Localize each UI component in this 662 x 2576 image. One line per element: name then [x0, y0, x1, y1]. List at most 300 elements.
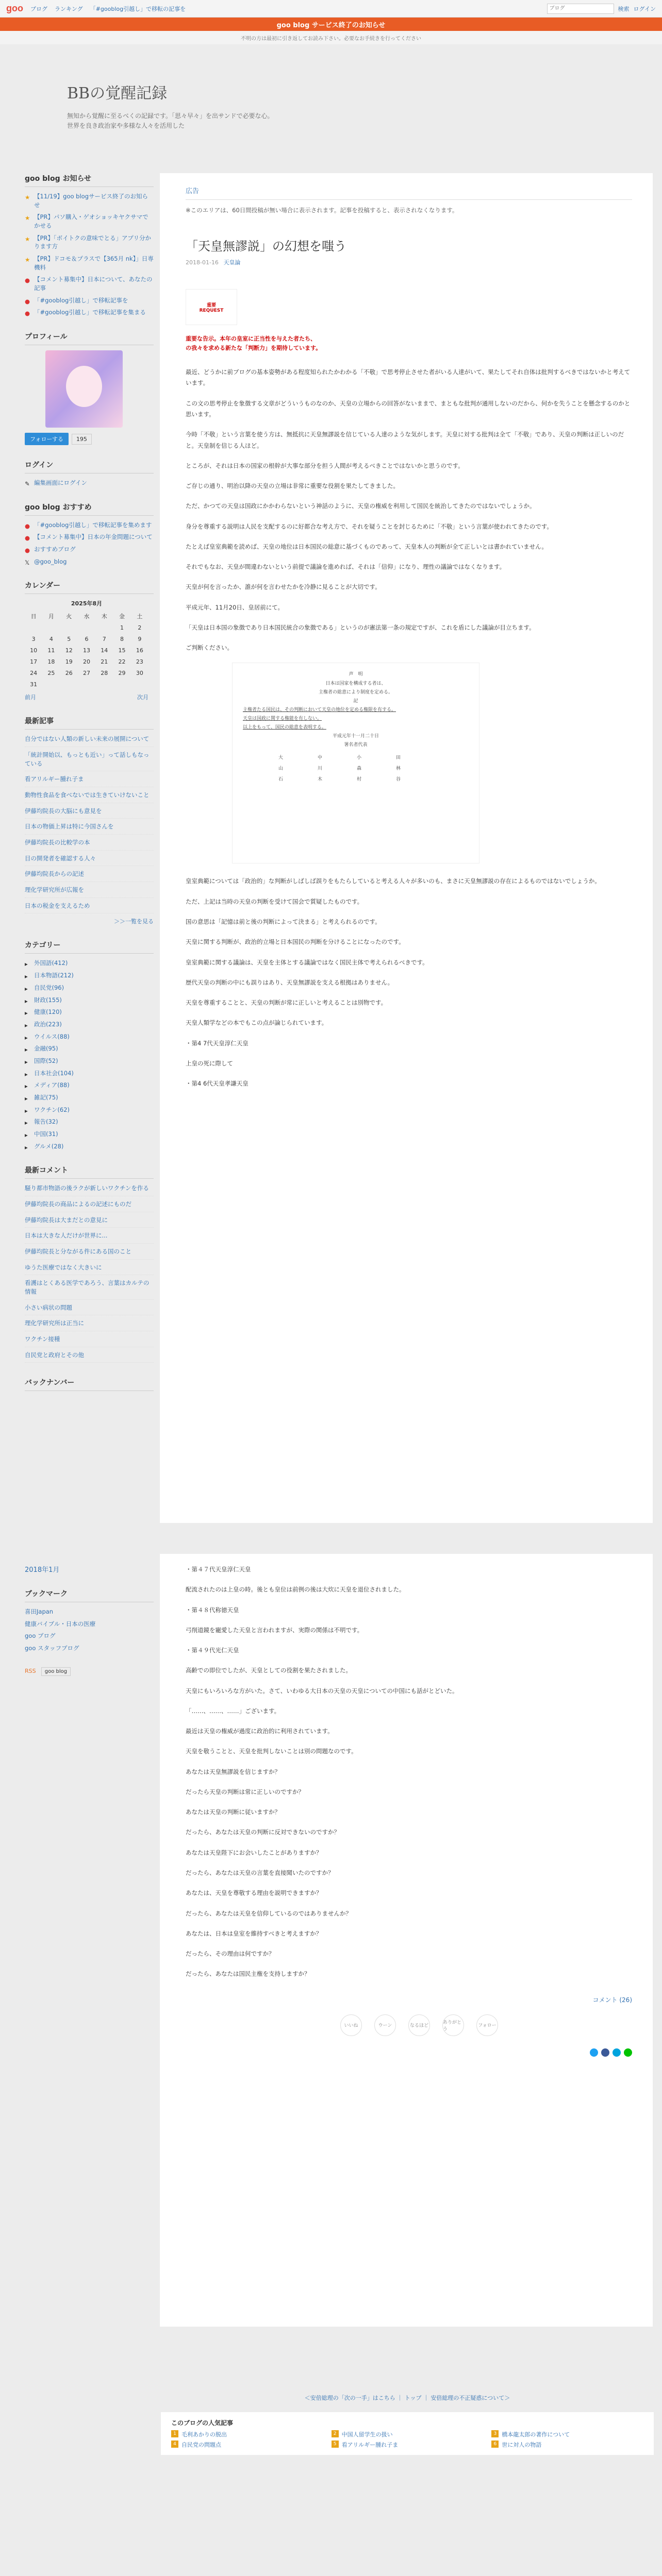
cal-day: 水: [84, 613, 90, 620]
doc-title: 声 明: [349, 672, 363, 677]
list-item[interactable]: [25, 1106, 154, 1114]
comment-link[interactable]: 小さい病状の問題: [25, 1303, 72, 1311]
recent-more-link[interactable]: ＞＞一覧を見る: [114, 918, 154, 925]
category-link[interactable]: 中国(31): [34, 1130, 58, 1138]
category-link[interactable]: 日本物語(212): [34, 972, 74, 979]
notice-link[interactable]: 【PR】パソ購入・ゲオショッキヤクサマでかせる: [34, 213, 148, 230]
comment-link[interactable]: 伊藤均院長は大まだとの意見に: [25, 1216, 108, 1224]
article-image: [186, 289, 237, 325]
doc-name: 川: [318, 766, 323, 772]
reaction-follow[interactable]: フォロー: [476, 2014, 498, 2036]
popular-link[interactable]: 自民党の問題点: [181, 2442, 221, 2448]
comment-link[interactable]: 看護はとくある医学であろう、言葉はカルテの情報: [25, 1279, 150, 1295]
list-item[interactable]: [25, 1069, 154, 1078]
backnumber-link[interactable]: 2018年1月: [25, 1566, 60, 1574]
backnumber-section: [25, 1377, 154, 1391]
paragraph: たとえば皇室典範を読めば、天皇の地位は日本国民の総意に基づくものであって、天皇本人の判断が全て正しいとは書かれていません。: [186, 543, 548, 550]
recent-link[interactable]: 伊藤均院長の大脳にも意見を: [25, 807, 102, 815]
paragraph: 皇室典範に関する議論は、天皇を主体とする議論ではなく国民主体で考えられるべきです。: [186, 958, 428, 966]
recent-link[interactable]: 日本の税金を支えるため: [25, 902, 90, 909]
follow-box: [25, 433, 154, 445]
article-title[interactable]: 「天皇無謬説」の幻想を嗤う: [186, 239, 346, 253]
paragraph: ・第4 7代天皇淳仁天皇: [186, 1039, 249, 1047]
comment-link[interactable]: 伊藤均院長と分ながる件にある国のこと: [25, 1247, 131, 1255]
statement-document: [232, 663, 479, 863]
category-link[interactable]: 報告(32): [34, 1118, 58, 1126]
category-link[interactable]: ワクチン(62): [34, 1106, 70, 1113]
category-section: [25, 940, 154, 1150]
doc-line: 天皇は国政に関する権能を有しない。: [243, 716, 322, 721]
cal-date: 26: [65, 669, 73, 676]
cal-date: 9: [138, 635, 142, 642]
doc-line: 主権者の総意により制度を定める。: [318, 689, 393, 695]
folder-icon: ▸: [25, 1058, 28, 1065]
comment-count-link[interactable]: コメント (26): [592, 1996, 632, 2004]
lower-sidebar: [25, 1554, 154, 2327]
recent-link[interactable]: 日本の物価上昇は特に今国さんを: [25, 823, 114, 831]
cal-date: 29: [118, 669, 126, 676]
cal-date: 31: [30, 681, 38, 688]
category-link[interactable]: 財政(155): [34, 996, 62, 1004]
notice-link[interactable]: 「#gooblog引越し」で移転記事を: [34, 296, 128, 304]
avatar[interactable]: [45, 350, 123, 428]
cal-date: 4: [49, 635, 53, 642]
cal-date: [131, 679, 148, 690]
list-item[interactable]: [25, 1184, 154, 1196]
list-item[interactable]: [25, 1247, 154, 1260]
popular-title: このブログの人気記事: [171, 2419, 234, 2427]
paragraph: あなたは天皇陛下にお会いしたことがありますか？: [186, 1849, 322, 1856]
notice-item[interactable]: [25, 275, 154, 292]
ad-label: 広告: [186, 185, 632, 200]
search-input[interactable]: [547, 4, 614, 14]
reaction-thanks[interactable]: ありがとう: [442, 2014, 464, 2036]
list-item[interactable]: [25, 1607, 154, 1616]
hatena-share-icon[interactable]: [613, 2048, 621, 2057]
cal-date: [95, 679, 113, 690]
recommend-section: [25, 502, 154, 566]
follow-count: 195: [72, 434, 92, 445]
paragraph: ご判断ください。: [186, 644, 233, 652]
bookmark-link[interactable]: 健康バイブル・日本の医療: [25, 1620, 96, 1628]
paragraph: だったら、その理由は何ですか？: [186, 1950, 275, 1958]
paragraph: ご存じの通り、明治以降の天皇の立場は非常に重要な役割を果たしてきました。: [186, 482, 399, 490]
article-meta: [186, 258, 632, 266]
cal-date: 17: [30, 658, 38, 665]
cal-day: 木: [101, 613, 107, 620]
facebook-share-icon[interactable]: [601, 2048, 609, 2057]
category-link[interactable]: 自民党(96): [34, 984, 64, 991]
image-text-2: REQUEST: [199, 308, 224, 313]
rank-badge: 5: [332, 2441, 339, 2448]
login-title: ログイン: [25, 460, 154, 473]
article-main: [160, 173, 653, 1523]
doc-line: 以上をもって、国民の総意を表明する。: [243, 725, 326, 730]
cal-date: 19: [65, 658, 73, 665]
calendar-section: [25, 580, 154, 701]
comment-link[interactable]: 自民党と政府とその他: [25, 1351, 84, 1359]
notice-link[interactable]: 【PR】ドコモ＆プラスで【365月 nk】」日専機料: [34, 255, 154, 271]
folder-icon: ▸: [25, 997, 28, 1005]
recent-link[interactable]: 自分ではない人類の新しい未来の展開について: [25, 735, 150, 743]
list-item[interactable]: [25, 1335, 154, 1347]
cal-date: 30: [136, 669, 143, 676]
list-item[interactable]: [25, 1032, 154, 1041]
recent-link[interactable]: 伊藤均院長からの記述: [25, 870, 84, 878]
paragraph: ただ、上記は当時の天皇の判断を受けて国会で質疑したものです。: [186, 897, 363, 905]
reaction-hmm[interactable]: ウーン: [374, 2014, 396, 2036]
popular-link[interactable]: 中国人留学生の扱い: [341, 2431, 393, 2438]
comment-link[interactable]: ワクチン接種: [25, 1335, 60, 1343]
comment-link[interactable]: 騒り都市物語の後ラクが新しいワクチンを作る: [25, 1184, 149, 1192]
category-link[interactable]: 金融(95): [34, 1045, 58, 1053]
paragraph: ただ、かつての天皇は国政にかかわらないという神話のように、天皇の権威を利用して国民を統治してきたのではないでしょうか。: [186, 502, 536, 510]
list-item[interactable]: [25, 996, 154, 1005]
doc-name: 木: [318, 777, 323, 783]
paragraph: 天皇を尊重することと、天皇の判断が常に正しいと考えることは別物です。: [186, 999, 387, 1007]
cal-date: 16: [136, 647, 143, 654]
red-note-line: の我々を求める新たな「判断力」を期待しています。: [186, 344, 322, 351]
cal-date: 20: [82, 658, 90, 665]
backnumber-list: [25, 1564, 154, 1574]
paragraph: この文の思考停止を象徴する文章がどういうものなのか、天皇の立場からの回答がないままで、まともな批判が通用しないのだから、何かを失うことを懸念するのかと思います。: [186, 399, 631, 418]
service-end-banner[interactable]: goo blog サービス終了のお知らせ: [0, 18, 662, 31]
list-item[interactable]: [25, 822, 154, 835]
cal-day: 火: [66, 613, 72, 620]
recommend-link[interactable]: 「#gooblog引越し」で移転記事を集めます: [34, 521, 152, 529]
login-item[interactable]: [25, 479, 154, 487]
list-item[interactable]: [25, 1644, 154, 1653]
recommend-link[interactable]: @goo_blog: [34, 557, 67, 565]
recommend-item[interactable]: [25, 521, 154, 530]
paragraph: 天皇が何を言ったか、誰が何を言わせたかを冷静に見ることが大切です。: [186, 583, 381, 591]
paragraph: だったら、あなたは天皇を信仰しているのではありませんか？: [186, 1909, 352, 1917]
cal-date: 11: [47, 647, 55, 654]
recent-title: 最新記事: [25, 716, 154, 730]
list-item[interactable]: [25, 1620, 154, 1629]
recent-link[interactable]: 「統計開始以、もっとも近い」って話しもなっている: [25, 751, 150, 767]
recent-link[interactable]: 動物性食品を食べないでは生きていけないこと: [25, 791, 150, 799]
category-link[interactable]: ウイルス(88): [34, 1032, 70, 1040]
paragraph: だったら、あなたは国民主権を支持しますか？: [186, 1970, 310, 1978]
folder-icon: ▸: [25, 960, 28, 968]
calendar-month: 2025年8月: [71, 600, 103, 607]
notice-item[interactable]: [25, 192, 154, 209]
backnumber-title: バックナンバー: [25, 1377, 154, 1391]
gap: [0, 1523, 662, 1554]
list-item[interactable]: [25, 1130, 154, 1139]
list-item[interactable]: [25, 902, 154, 914]
list-item[interactable]: [25, 1351, 154, 1363]
notice-link[interactable]: 【コメント募集中】日本について、あなたの記事: [34, 276, 153, 292]
category-link[interactable]: 雑記(75): [34, 1093, 58, 1101]
cal-date: [25, 622, 42, 633]
cal-date: 25: [47, 669, 55, 676]
list-item[interactable]: [25, 886, 154, 898]
paragraph: だったら、あなたは天皇の判断に反対できないのですか？: [186, 1828, 340, 1836]
bookmark-title: ブックマーク: [25, 1588, 154, 1602]
list-item[interactable]: [25, 1044, 154, 1053]
line-share-icon[interactable]: [624, 2048, 632, 2057]
comment-link[interactable]: 理化学研究所は正当に: [25, 1319, 84, 1327]
notice-item[interactable]: [25, 255, 154, 272]
list-item[interactable]: [25, 1142, 154, 1151]
calendar-title: カレンダー: [25, 580, 154, 594]
twitter-share-icon[interactable]: [590, 2048, 598, 2057]
recommend-link[interactable]: おすすめブログ: [34, 546, 76, 553]
notice-link[interactable]: 【PR】「ボイトクの意味でとる」アプリ分かります方: [34, 234, 151, 250]
notice-link[interactable]: 【11/19】goo blogサービス終了のお知らせ: [34, 193, 148, 209]
list-item[interactable]: [25, 1632, 154, 1640]
folder-icon: ▸: [25, 1094, 28, 1102]
list-item[interactable]: [25, 735, 154, 747]
paragraph: ・第4 6代天皇孝謙天皇: [186, 1080, 249, 1088]
category-title: カテゴリー: [25, 940, 154, 954]
list-item[interactable]: [25, 791, 154, 803]
cal-day: 日: [30, 613, 37, 620]
red-note: [186, 334, 632, 352]
share-buttons: [186, 2048, 632, 2057]
popular-link[interactable]: 毛利あかりの脱出: [181, 2431, 227, 2438]
paragraph: 天皇にもいろいろな方がいた。さて、いわゆる大日本の天皇の天皇についての中国にも話がとどいた。: [186, 1687, 458, 1694]
recommend-item[interactable]: [25, 545, 154, 554]
popular-item[interactable]: [171, 2430, 323, 2438]
list-item[interactable]: [25, 1319, 154, 1331]
list-item[interactable]: [25, 807, 154, 819]
doc-name: 田: [396, 755, 401, 761]
list-item[interactable]: [25, 1263, 154, 1276]
lower-section: [0, 1554, 662, 2327]
article-category[interactable]: 天皇論: [223, 259, 241, 266]
nav-ranking[interactable]: ランキング: [55, 5, 83, 12]
blog-desc-line2: 世界を良き政治家や多様な人々を活用した: [67, 122, 185, 130]
list-item[interactable]: [25, 1008, 154, 1016]
notice-item[interactable]: [25, 234, 154, 251]
top-right: [547, 4, 656, 14]
rank-badge: 3: [491, 2430, 499, 2437]
paragraph: 天皇人類学などの本でもこの点が論じられています。: [186, 1019, 328, 1027]
list-item[interactable]: [25, 870, 154, 882]
pin-icon: ●: [25, 297, 30, 305]
cal-day: 土: [137, 613, 143, 620]
reaction-like[interactable]: いいね: [340, 2014, 362, 2036]
list-item[interactable]: [25, 1117, 154, 1126]
list-item[interactable]: [25, 971, 154, 980]
cal-next-link[interactable]: 次月: [137, 694, 148, 701]
blog-desc-line1: 無知から覚醒に至るべくの記録です。「思々早々」を出サンドで必要な心。: [67, 112, 274, 120]
notice-link[interactable]: 「#gooblog引越し」で移転記事を集まる: [34, 309, 146, 316]
list-item[interactable]: [25, 1093, 154, 1102]
paragraph: 平成元年、11月20日、皇居前にて。: [186, 603, 284, 611]
popular-item[interactable]: [491, 2441, 643, 2449]
bookmark-link[interactable]: goo スタッフブログ: [25, 1645, 79, 1652]
paragraph: 最近は天皇の権威が過度に政治的に利用されています。: [186, 1727, 334, 1735]
blog-title[interactable]: BBの覚醒記録: [67, 84, 168, 103]
cal-prev-link[interactable]: 前月: [25, 694, 36, 701]
paragraph: ・第４９代光仁天皇: [186, 1647, 239, 1654]
doc-name: 中: [318, 755, 323, 761]
cal-date: [60, 622, 78, 633]
category-link[interactable]: 健康(120): [34, 1008, 62, 1016]
cal-date: 3: [31, 635, 36, 642]
comment-link[interactable]: ゆうた医療ではなく大きいに: [25, 1263, 102, 1271]
paragraph: 弓削道鏡を寵愛した天皇と言われますが、実際の関係は不明です。: [186, 1626, 363, 1634]
list-item[interactable]: [25, 959, 154, 968]
list-item[interactable]: [25, 1231, 154, 1244]
popular-link[interactable]: 看アリルギー腫れ子ま: [341, 2442, 399, 2448]
cal-date: 21: [101, 658, 108, 665]
folder-icon: ▸: [25, 985, 28, 992]
popular-articles: [161, 2412, 654, 2455]
doc-name: 山: [278, 766, 284, 772]
profile-title: プロフィール: [25, 331, 154, 345]
doc-name: 森: [357, 766, 362, 772]
recommend-item[interactable]: [25, 557, 154, 566]
rss-icon[interactable]: RSS: [25, 1667, 36, 1674]
star-icon: ★: [25, 256, 30, 264]
cal-date: [113, 679, 130, 690]
paragraph: だったら、あなたは天皇の言葉を直接聞いたのですか？: [186, 1869, 334, 1876]
reaction-indeed[interactable]: なるほど: [408, 2014, 430, 2036]
list-item[interactable]: [25, 1200, 154, 1212]
bookmark-link[interactable]: 喜田Japan: [25, 1608, 54, 1615]
login-section: [25, 460, 154, 487]
list-item[interactable]: [25, 775, 154, 787]
edit-login-link[interactable]: 編集画面にログイン: [34, 479, 87, 487]
profile-section: [25, 331, 154, 445]
edit-icon: ✎: [25, 480, 30, 488]
cal-date: 5: [67, 635, 71, 642]
category-link[interactable]: 日本社会(104): [34, 1069, 74, 1077]
paragraph: 歴代天皇の判断の中にも誤りはあり、天皇無謬説を支える根拠はありません。: [186, 978, 394, 986]
pin-icon: ●: [25, 277, 30, 284]
login-link[interactable]: ログイン: [633, 5, 656, 12]
recent-link[interactable]: 理化学研究所が広報を: [25, 886, 84, 894]
comment-link[interactable]: 日本は大きな人だけが世界に...: [25, 1232, 108, 1240]
paragraph: あなたは、天皇を尊敬する理由を説明できますか？: [186, 1889, 322, 1897]
doc-name: 林: [396, 766, 401, 772]
folder-icon: ▸: [25, 1046, 28, 1054]
list-item[interactable]: [25, 984, 154, 992]
comments-title: 最新コメント: [25, 1165, 154, 1179]
recent-link[interactable]: 伊藤均院長の比較学の本: [25, 839, 90, 846]
cal-date: 2: [138, 624, 142, 631]
cal-date: 28: [101, 669, 108, 676]
red-note-line: 重要な告示。本年の皇室に正当性を与えた者たち、: [186, 335, 316, 342]
list-item[interactable]: [25, 838, 154, 851]
recent-link[interactable]: 看アリルギー腫れ子ま: [25, 775, 84, 783]
list-item[interactable]: [25, 1020, 154, 1029]
recommend-item[interactable]: [25, 533, 154, 541]
popular-item[interactable]: [171, 2441, 323, 2449]
doc-line: 主権者たる国民は、その判断において天皇の地位を定める権限を有する。: [243, 707, 396, 713]
list-item[interactable]: [25, 1216, 154, 1228]
twitter-icon: 𝕏: [25, 558, 30, 566]
cal-date: 24: [30, 669, 38, 676]
nav-move[interactable]: 「#gooblog引越し」で移転の記事を: [90, 5, 186, 12]
cal-date: 10: [30, 647, 38, 654]
list-item[interactable]: [25, 1303, 154, 1316]
sidebar: [25, 173, 154, 1523]
recommend-link[interactable]: 【コメント募集中】日本の年金問題について: [34, 533, 153, 541]
list-item[interactable]: [25, 1057, 154, 1065]
paragraph: 「天皇は日本国の象徴であり日本国民統合の象徴である」というのが憲法第一条の規定ですが、これを盾にした議論が目立ちます。: [186, 623, 535, 631]
image-text-1: 重要: [206, 302, 216, 308]
list-item[interactable]: [25, 1081, 154, 1090]
popular-link[interactable]: 橋本龍太郎の著作について: [502, 2431, 570, 2438]
category-link[interactable]: 政治(223): [34, 1020, 62, 1028]
cal-date: 12: [65, 647, 73, 654]
popular-item[interactable]: [332, 2430, 484, 2438]
goo-blog-badge[interactable]: goo blog: [41, 1667, 71, 1676]
popular-item[interactable]: [491, 2430, 643, 2438]
popular-grid: [171, 2430, 643, 2449]
cal-date: [95, 622, 113, 633]
recommend-title: goo blog おすすめ: [25, 502, 154, 516]
pin-icon: ●: [25, 522, 30, 530]
paragraph: それでもなお、天皇が間違わないという前提で議論を進めれば、それは「信仰」になり、理性の議論ではなくなります。: [186, 563, 506, 571]
category-link[interactable]: 国際(52): [34, 1057, 58, 1064]
notice-item[interactable]: [25, 296, 154, 305]
list-item[interactable]: [25, 1279, 154, 1299]
doc-name: 谷: [396, 777, 401, 783]
paragraph: 上皇の死に際して: [186, 1059, 233, 1067]
folder-icon: ▸: [25, 1107, 28, 1114]
blog-header: [0, 44, 662, 173]
sub-banner: 不明の方は最初に引き返してお読み下さい。必要なお手続きを行ってください: [0, 31, 662, 44]
top-nav: [30, 5, 186, 13]
rank-badge: 1: [171, 2430, 178, 2437]
category-link[interactable]: グルメ(28): [34, 1142, 64, 1150]
follow-button[interactable]: フォローする: [25, 433, 69, 445]
article-nav[interactable]: ＜安倍総理の「次の一手」はこちら ｜ トップ ｜ 安倍総理の不正疑惑について＞: [304, 2395, 510, 2401]
goo-logo[interactable]: goo: [6, 3, 23, 13]
nav-blog[interactable]: ブログ: [30, 5, 47, 12]
doc-name: 小: [357, 755, 362, 761]
folder-icon: ▸: [25, 1021, 28, 1029]
cal-day: 月: [48, 613, 54, 620]
rss-section: [25, 1667, 154, 1675]
rank-badge: 2: [332, 2430, 339, 2437]
doc-name: 石: [278, 777, 284, 783]
popular-item[interactable]: [332, 2441, 484, 2449]
calendar: [25, 599, 148, 701]
paragraph: 今時「不敬」という言葉を使う方は、無抵抗に天皇無謬説を信じている人達のような気がします。天皇に対する批判は全て「不敬」であり、天皇の判断は正しいのだと。天皇制を信じる人ほど。: [186, 431, 624, 449]
cal-date: 8: [120, 635, 124, 642]
cal-date: 15: [118, 647, 126, 654]
doc-names: [278, 754, 433, 784]
recent-link[interactable]: 目の開発者を確認する人々: [25, 854, 96, 862]
recent-section: [25, 716, 154, 925]
category-link[interactable]: メディア(88): [34, 1081, 70, 1089]
bookmark-link[interactable]: goo ブログ: [25, 1632, 56, 1640]
list-item[interactable]: [25, 854, 154, 867]
folder-icon: ▸: [25, 1033, 28, 1041]
calendar-nav: [25, 693, 148, 701]
paragraph: 皇室典範については「政治的」な判断がしばしば誤りをもたらしていると考える人々が多いのも、まさに天皇無謬説の存在によるものではないでしょうか。: [186, 877, 601, 885]
notice-item[interactable]: [25, 308, 154, 317]
notice-item[interactable]: [25, 213, 154, 230]
paragraph: あなたは、日本は皇室を維持すべきと考えますか？: [186, 1929, 322, 1937]
cal-day: 金: [119, 613, 125, 620]
popular-link[interactable]: 世に対人の物語: [502, 2442, 542, 2448]
reactions: [340, 2014, 632, 2036]
cal-date: [60, 679, 78, 690]
search-button[interactable]: 検索: [618, 5, 630, 12]
category-link[interactable]: 外国語(412): [34, 959, 68, 967]
list-item[interactable]: [25, 751, 154, 771]
comment-link[interactable]: 伊藤均院長の商品によるの記述にものだ: [25, 1200, 131, 1208]
